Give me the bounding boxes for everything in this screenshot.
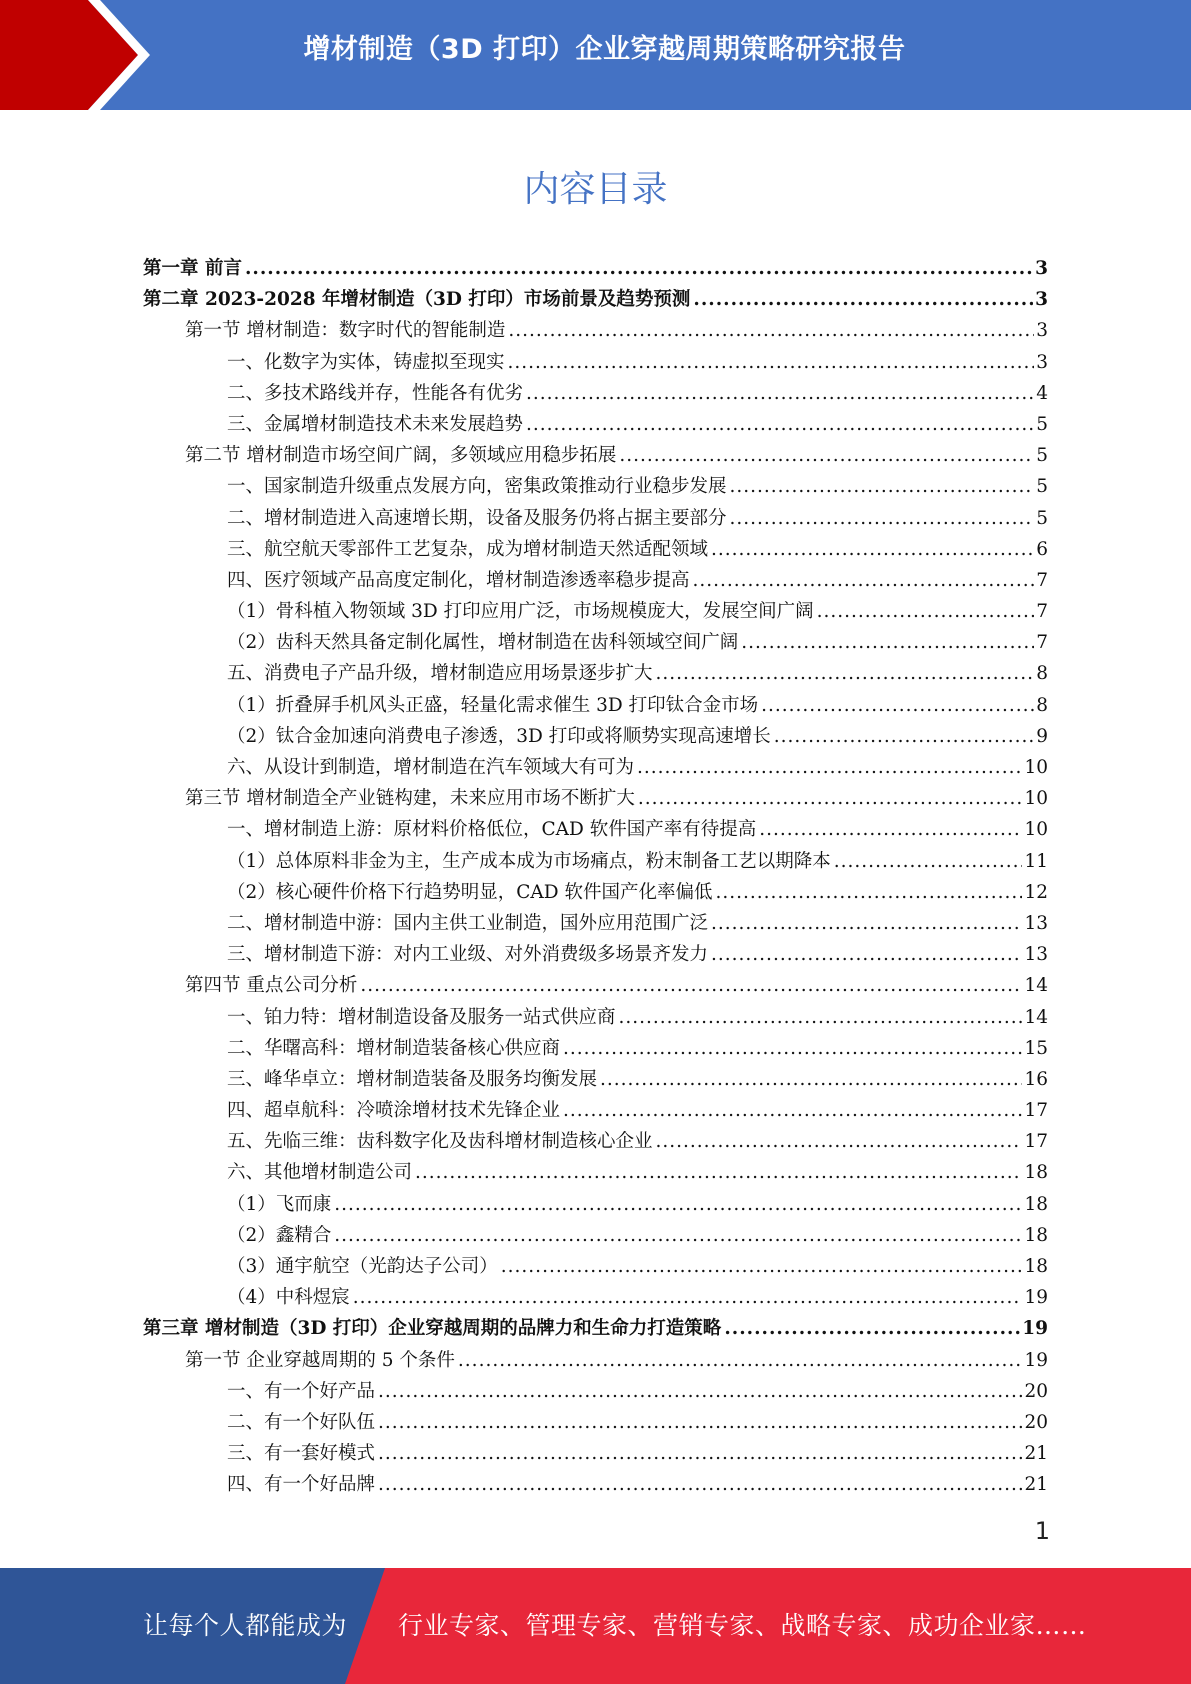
- toc-leader-dots: [759, 819, 1022, 840]
- toc-entry-page: 4: [1036, 382, 1048, 404]
- toc-leader-dots: [656, 1131, 1023, 1152]
- toc-heading: 内容目录: [523, 169, 668, 210]
- toc-entry-title: 一、铂力特：增材制造设备及服务一站式供应商: [227, 1006, 616, 1028]
- toc-entry-title: 第二章 2023-2028 年增材制造（3D 打印）市场前景及趋势预测: [143, 289, 691, 311]
- toc-entry-page: 19: [1024, 1287, 1048, 1309]
- report-title: 增材制造（3D 打印）企业穿越周期策略研究报告: [303, 34, 906, 65]
- toc-entry-title: 四、超卓航科：冷喷涂增材技术先锋企业: [227, 1100, 561, 1122]
- toc-entry-page: 19: [1024, 1349, 1048, 1371]
- toc-entry[interactable]: [143, 410, 1048, 441]
- toc-leader-dots: [334, 1194, 1022, 1215]
- toc-leader-dots: [730, 476, 1035, 497]
- toc-entry[interactable]: [143, 504, 1048, 535]
- toc-entry[interactable]: [143, 472, 1048, 503]
- toc-entry-title: 三、峰华卓立：增材制造装备及服务均衡发展: [227, 1068, 598, 1090]
- toc-leader-dots: [378, 1474, 1022, 1495]
- toc-entry[interactable]: [143, 1158, 1048, 1189]
- toc-entry-page: 5: [1036, 445, 1048, 467]
- toc-entry-title: 六、其他增材制造公司: [227, 1162, 413, 1184]
- footer-banner: [0, 1568, 1191, 1684]
- toc-leader-dots: [508, 352, 1035, 373]
- toc-entry-page: 3: [1036, 351, 1048, 373]
- toc-leader-dots: [637, 757, 1022, 778]
- toc-entry-page: 14: [1024, 1006, 1048, 1028]
- toc-entry-page: 18: [1024, 1224, 1048, 1246]
- toc-entry-page: 5: [1036, 413, 1048, 435]
- toc-entry-page: 18: [1024, 1162, 1048, 1184]
- toc-entry-title: 一、有一个好产品: [227, 1380, 376, 1402]
- toc-leader-dots: [693, 570, 1035, 591]
- toc-entry-title: 第一章 前言: [143, 258, 242, 279]
- toc-entry-title: 四、有一个好品牌: [227, 1474, 376, 1496]
- toc-entry-title: （1）折叠屏手机风头正盛，轻量化需求催生 3D 打印钛合金市场: [227, 694, 759, 716]
- page-number: 1: [1034, 1517, 1050, 1545]
- toc-leader-dots: [774, 726, 1034, 747]
- toc-entry[interactable]: [143, 659, 1048, 690]
- toc-entry-page: 13: [1024, 912, 1048, 934]
- toc-entry-title: 一、化数字为实体，铸虚拟至现实: [227, 351, 505, 373]
- toc-entry[interactable]: [143, 1377, 1048, 1408]
- toc-entry[interactable]: [143, 1034, 1048, 1065]
- toc-entry[interactable]: [143, 878, 1048, 909]
- toc-entry-title: 三、增材制造下游：对内工业级、对外消费级多场景齐发力: [227, 944, 709, 966]
- toc-entry-page: 14: [1024, 975, 1048, 997]
- toc-leader-dots: [501, 1256, 1023, 1277]
- toc-leader-dots: [245, 258, 1033, 279]
- toc-entry-title: 三、有一套好模式: [227, 1443, 376, 1465]
- toc-entry-title: （3）通宇航空（光韵达子公司）: [227, 1256, 498, 1277]
- toc-leader-dots: [378, 1443, 1022, 1464]
- toc-entry[interactable]: [143, 971, 1048, 1002]
- toc-entry-title: 二、增材制造中游：国内主供工业制造，国外应用范围广泛: [227, 912, 709, 934]
- toc-entry[interactable]: [143, 940, 1048, 971]
- toc-entry-title: 一、国家制造升级重点发展方向，密集政策推动行业稳步发展: [227, 476, 727, 498]
- toc-leader-dots: [415, 1162, 1022, 1183]
- toc-entry[interactable]: [143, 348, 1048, 379]
- toc-leader-dots: [360, 975, 1022, 996]
- toc-entry-title: 六、从设计到制造，增材制造在汽车领域大有可为: [227, 757, 635, 778]
- toc-entry-page: 18: [1024, 1256, 1048, 1277]
- toc-leader-dots: [526, 414, 1034, 435]
- toc-entry[interactable]: [143, 691, 1048, 722]
- toc-entry-title: 第三章 增材制造（3D 打印）企业穿越周期的品牌力和生命力打造策略: [143, 1318, 722, 1340]
- toc-entry-page: 19: [1022, 1318, 1048, 1340]
- toc-entry-title: 一、增材制造上游：原材料价格低位，CAD 软件国产率有待提高: [227, 819, 757, 841]
- toc-entry-page: 7: [1036, 601, 1048, 623]
- toc-entry[interactable]: [143, 909, 1048, 940]
- toc-entry-page: 20: [1024, 1380, 1048, 1402]
- toc-entry[interactable]: [143, 753, 1048, 784]
- toc-leader-dots: [834, 851, 1023, 872]
- toc-entry[interactable]: [143, 1439, 1048, 1470]
- toc-entry[interactable]: [143, 784, 1048, 815]
- footer-slogan-left: 让每个人都能成为: [143, 1611, 348, 1640]
- toc-entry-page: 16: [1024, 1068, 1048, 1090]
- toc-entry[interactable]: [143, 1314, 1048, 1345]
- toc-entry-page: 11: [1024, 850, 1048, 872]
- toc-entry[interactable]: [143, 1190, 1048, 1221]
- toc-leader-dots: [761, 695, 1034, 716]
- toc-entry[interactable]: [143, 1003, 1048, 1034]
- toc-entry[interactable]: [143, 597, 1048, 628]
- toc-entry-page: 8: [1036, 663, 1048, 685]
- toc-entry-title: （2）核心硬件价格下行趋势明显，CAD 软件国产化率偏低: [227, 881, 713, 903]
- toc-entry[interactable]: [143, 1283, 1048, 1314]
- toc-entry-page: 3: [1035, 258, 1048, 279]
- toc-entry-title: （1）飞而康: [227, 1193, 332, 1215]
- toc-entry-title: 第三节 增材制造全产业链构建，未来应用市场不断扩大: [185, 788, 635, 810]
- toc-entry-page: 7: [1036, 632, 1048, 654]
- toc-entry[interactable]: [143, 1127, 1048, 1158]
- toc-entry[interactable]: [143, 1408, 1048, 1439]
- toc-entry[interactable]: [143, 316, 1048, 347]
- toc-entry-title: （1）骨科植入物领域 3D 打印应用广泛，市场规模庞大，发展空间广阔: [227, 601, 814, 623]
- toc-leader-dots: [711, 944, 1022, 965]
- toc-entry[interactable]: [143, 1346, 1048, 1377]
- toc-entry-title: 二、增材制造进入高速增长期，设备及服务仍将占据主要部分: [227, 507, 727, 529]
- toc-entry[interactable]: [143, 1221, 1048, 1252]
- toc-entry[interactable]: [143, 1252, 1048, 1283]
- toc-entry-title: 第二节 增材制造市场空间广阔，多领域应用稳步拓展: [185, 445, 617, 467]
- toc-entry[interactable]: [143, 815, 1048, 846]
- toc-entry-page: 9: [1036, 725, 1048, 747]
- toc-entry-page: 18: [1024, 1193, 1048, 1215]
- toc-entry[interactable]: [143, 1065, 1048, 1096]
- toc-leader-dots: [817, 601, 1035, 622]
- toc-entry[interactable]: [143, 285, 1048, 316]
- toc-entry[interactable]: [143, 628, 1048, 659]
- toc-entry[interactable]: [143, 847, 1048, 878]
- toc-leader-dots: [724, 1318, 1020, 1339]
- toc-entry[interactable]: [143, 1470, 1048, 1501]
- toc-entry-page: 10: [1024, 757, 1048, 778]
- toc-entry-page: 5: [1036, 507, 1048, 529]
- toc-entry-title: （2）鑫精合: [227, 1224, 332, 1246]
- toc-entry[interactable]: [143, 379, 1048, 410]
- toc-leader-dots: [741, 632, 1034, 653]
- toc-entry-page: 8: [1036, 694, 1048, 716]
- toc-leader-dots: [716, 882, 1023, 903]
- toc-entry[interactable]: [143, 254, 1048, 285]
- toc-entry[interactable]: [143, 535, 1048, 566]
- toc-entry-title: （2）钛合金加速向消费电子渗透，3D 打印或将顺势实现高速增长: [227, 725, 771, 747]
- toc-leader-dots: [508, 320, 1034, 341]
- toc-entry-title: （2）齿科天然具备定制化属性，增材制造在齿科领域空间广阔: [227, 632, 739, 654]
- toc-entry-page: 12: [1024, 881, 1048, 903]
- toc-leader-dots: [378, 1412, 1022, 1433]
- toc-leader-dots: [711, 913, 1022, 934]
- toc-leader-dots: [619, 445, 1034, 466]
- toc-leader-dots: [656, 663, 1035, 684]
- toc-leader-dots: [693, 289, 1033, 310]
- toc-leader-dots: [458, 1350, 1023, 1371]
- toc-entry-title: 第四节 重点公司分析: [185, 975, 358, 997]
- toc-entry-page: 15: [1024, 1037, 1048, 1059]
- toc-entry-page: 13: [1024, 944, 1048, 966]
- toc-leader-dots: [730, 508, 1035, 529]
- toc-leader-dots: [334, 1225, 1022, 1246]
- toc-leader-dots: [619, 1007, 1023, 1028]
- toc-entry-title: 四、医疗领域产品高度定制化，增材制造渗透率稳步提高: [227, 569, 690, 591]
- toc-entry[interactable]: [143, 1096, 1048, 1127]
- toc-entry-title: 三、航空航天零部件工艺复杂，成为增材制造天然适配领域: [227, 538, 709, 560]
- toc-entry-page: 17: [1024, 1131, 1048, 1153]
- toc-entry-title: （4）中科煜宸: [227, 1287, 350, 1309]
- toc-leader-dots: [600, 1069, 1022, 1090]
- toc-entry-page: 10: [1024, 788, 1048, 810]
- toc-entry-page: 21: [1024, 1474, 1048, 1496]
- toc-leader-dots: [378, 1381, 1022, 1402]
- toc-entry-title: 二、华曙高科：增材制造装备核心供应商: [227, 1037, 561, 1059]
- toc-entry-title: 第一节 企业穿越周期的 5 个条件: [185, 1349, 455, 1371]
- toc-entry-title: 五、消费电子产品升级，增材制造应用场景逐步扩大: [227, 663, 653, 685]
- toc-leader-dots: [563, 1100, 1022, 1121]
- toc-entry-title: 二、多技术路线并存，性能各有优劣: [227, 382, 524, 404]
- toc-leader-dots: [563, 1038, 1022, 1059]
- toc-entry-page: 3: [1035, 289, 1048, 311]
- toc-leader-dots: [711, 539, 1034, 560]
- toc-entry-page: 3: [1036, 320, 1048, 342]
- toc-entry-page: 17: [1024, 1100, 1048, 1122]
- toc-entry-title: 五、先临三维：齿科数字化及齿科增材制造核心企业: [227, 1131, 653, 1153]
- toc-entry-title: 三、金属增材制造技术未来发展趋势: [227, 413, 524, 435]
- toc-entry-page: 20: [1024, 1411, 1048, 1433]
- toc-entry-title: 二、有一个好队伍: [227, 1411, 376, 1433]
- toc-entry[interactable]: [143, 722, 1048, 753]
- toc-leader-dots: [526, 383, 1034, 404]
- toc-entry-page: 6: [1036, 538, 1048, 560]
- toc-entry[interactable]: [143, 566, 1048, 597]
- toc-entry[interactable]: [143, 441, 1048, 472]
- toc-entry-page: 10: [1024, 819, 1048, 841]
- toc-entry-title: 第一节 增材制造：数字时代的智能制造: [185, 320, 506, 342]
- toc-entry-page: 21: [1024, 1443, 1048, 1465]
- footer-slogan-right: 行业专家、管理专家、营销专家、战略专家、成功企业家……: [398, 1611, 1087, 1640]
- toc-leader-dots: [353, 1287, 1023, 1308]
- toc-entry-title: （1）总体原料非金为主，生产成本成为市场痛点，粉末制备工艺以期降本: [227, 850, 831, 872]
- toc-entry-page: 5: [1036, 476, 1048, 498]
- report-header-bar: [0, 0, 1191, 110]
- toc-leader-dots: [638, 788, 1023, 809]
- toc-entry-page: 7: [1036, 569, 1048, 591]
- table-of-contents: [143, 254, 1048, 1502]
